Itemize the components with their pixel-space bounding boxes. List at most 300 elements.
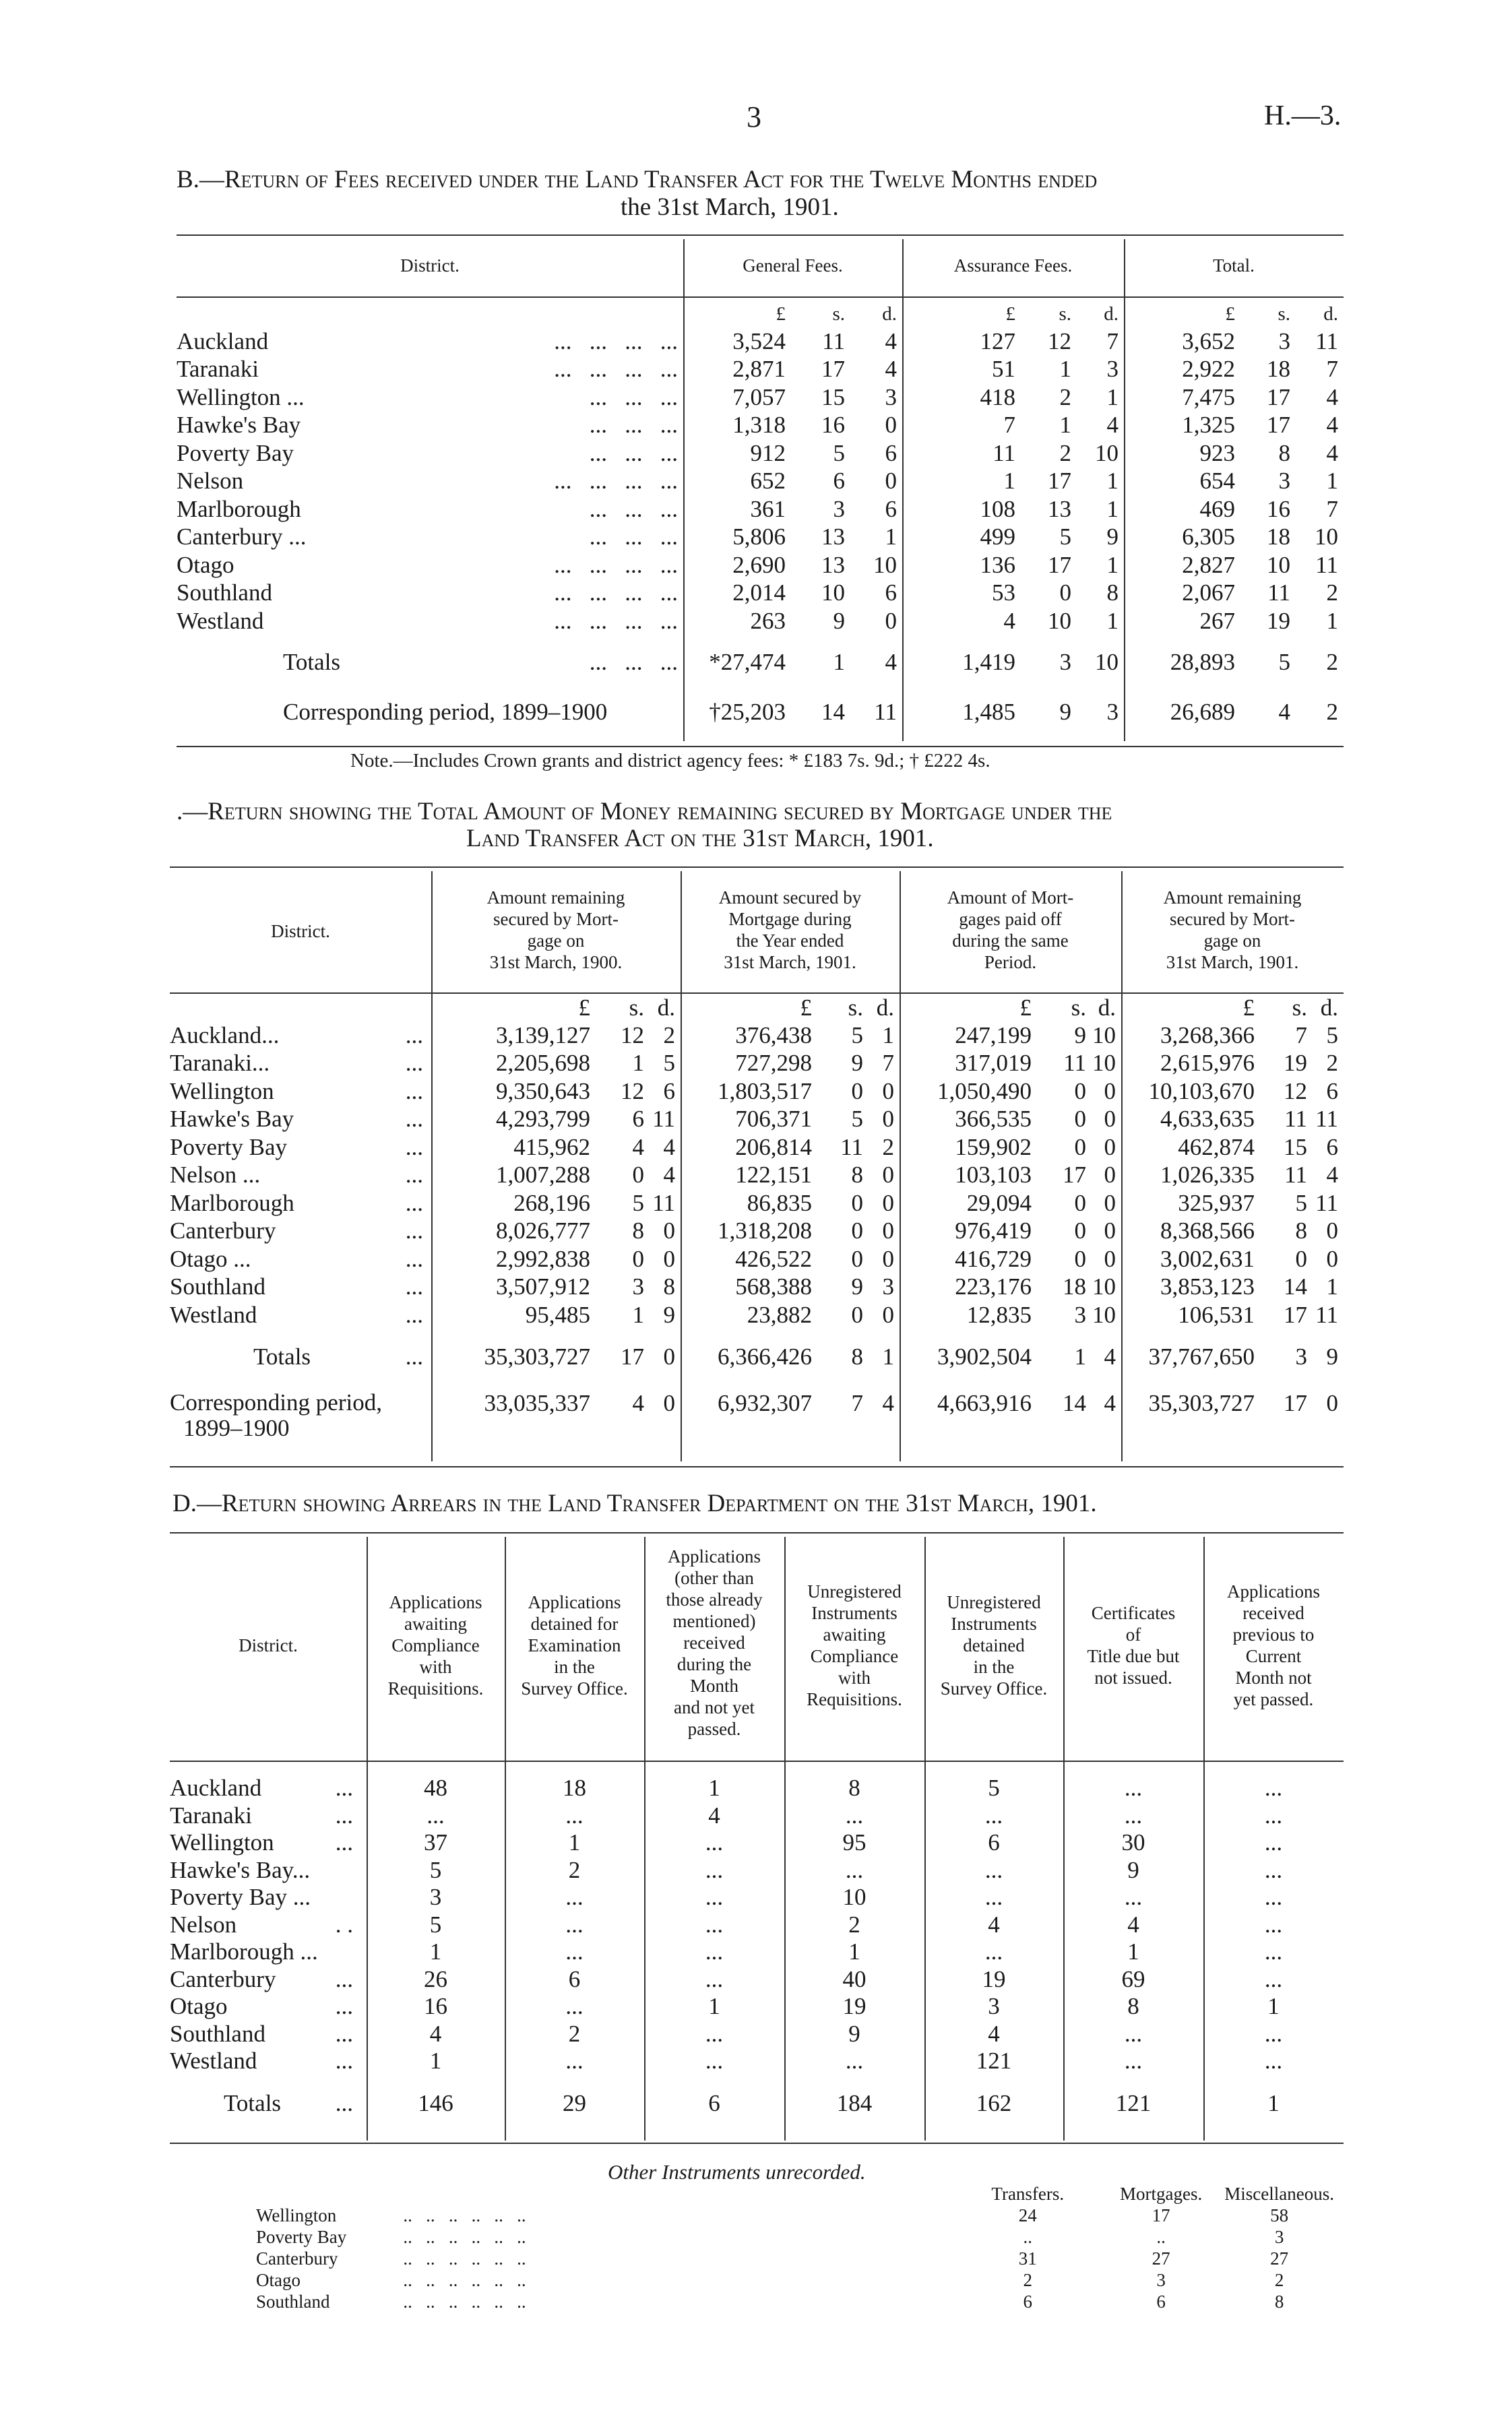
- col4-pounds: 325,937: [1178, 1189, 1255, 1216]
- header-line: gage on: [527, 930, 585, 951]
- col4-pence: 2: [1326, 1050, 1338, 1077]
- col1-value: 37: [424, 1829, 447, 1856]
- assurance-pence: 1: [1106, 383, 1119, 410]
- leader-dots: ...: [335, 1775, 353, 1802]
- table-c-header-col3: [900, 887, 1121, 973]
- district-cell: [170, 1802, 367, 1830]
- col4-pounds: 3,002,631: [1160, 1245, 1255, 1272]
- header-row: [256, 2183, 1334, 2205]
- table-row: [170, 1077, 1344, 1106]
- corresponding-label: Corresponding period, 1899–1900: [283, 698, 608, 725]
- header-line: Instruments: [811, 1603, 897, 1623]
- district-cell: [170, 1218, 431, 1246]
- col3-pence: 10: [1092, 1301, 1116, 1328]
- general-pence: 6: [885, 579, 897, 606]
- total-pence: 11: [1315, 551, 1338, 578]
- col3-shillings: 18: [1063, 1273, 1086, 1300]
- col2-pence: 0: [882, 1077, 894, 1104]
- header-line: detained for: [530, 1614, 619, 1634]
- leader-dots: ...: [405, 1273, 423, 1300]
- total-shillings: 3: [1278, 327, 1290, 354]
- col5-value: ...: [984, 1856, 1003, 1883]
- header-line: awaiting: [404, 1614, 467, 1634]
- table-b-header-rule: [177, 296, 1344, 298]
- district-name: Southland: [170, 1273, 265, 1300]
- table-row: [177, 524, 1344, 552]
- col3-pounds: 223,176: [955, 1273, 1032, 1300]
- table-c-header-col1: [431, 887, 681, 973]
- col4-pounds: 35,303,727: [1148, 1389, 1255, 1416]
- assurance-pence: 1: [1106, 551, 1119, 578]
- col3-shillings: 17: [1063, 1162, 1086, 1189]
- table-row: [177, 356, 1344, 384]
- col6-value: ...: [1124, 1775, 1143, 1802]
- general-pence: 6: [885, 439, 897, 466]
- table-b: [177, 301, 1344, 735]
- leader-dots: ...: [335, 1829, 353, 1856]
- header-line: Instruments: [951, 1614, 1037, 1634]
- col4-value: ...: [845, 1856, 864, 1883]
- col2-pounds: 426,522: [735, 1245, 812, 1272]
- col5-value: 19: [982, 1965, 1006, 1992]
- total-pounds: 923: [1199, 439, 1235, 466]
- district-name: Canterbury: [170, 1218, 276, 1244]
- table-d-header-rule: [170, 1761, 1344, 1762]
- total-shillings: 3: [1278, 468, 1290, 495]
- general-pence: 4: [885, 356, 897, 383]
- table-row: [170, 2021, 1344, 2048]
- unit-label: £: [776, 303, 786, 325]
- header-line: Mortgage during: [728, 909, 852, 929]
- col1-shillings: 1: [632, 1301, 644, 1328]
- table-b-bottom-rule: [177, 746, 1344, 747]
- district-name: Poverty Bay ...: [170, 1884, 311, 1911]
- district-name: Wellington: [170, 1077, 274, 1104]
- district-name: Canterbury ...: [177, 524, 307, 550]
- district-cell: [177, 551, 683, 579]
- corresponding-label: Corresponding period,: [170, 1389, 382, 1416]
- district-name: Otago: [177, 551, 234, 578]
- assurance-pence: 1: [1106, 607, 1119, 634]
- header-line: Amount secured by: [718, 887, 862, 908]
- district-cell: [170, 1077, 431, 1106]
- col4-shillings: 11: [1284, 1106, 1307, 1133]
- district-name: Marlborough ...: [170, 1938, 318, 1965]
- col3-pence: 0: [1104, 1162, 1116, 1189]
- col3-pounds: 3,902,504: [937, 1343, 1032, 1370]
- unit-label: £: [1005, 303, 1015, 325]
- other-instruments-title: Other Instruments unrecorded.: [608, 2160, 866, 2184]
- col3-shillings: 0: [1074, 1245, 1086, 1272]
- table-row: [170, 1775, 1344, 1802]
- header-line: and not yet: [674, 1697, 755, 1717]
- table-d-header-col6: [1063, 1602, 1203, 1688]
- col1-shillings: 0: [632, 1162, 644, 1189]
- col2-pounds: 1,318,208: [718, 1218, 812, 1244]
- other-value-2: ..: [1156, 2226, 1166, 2247]
- unit-label: s.: [1292, 994, 1307, 1021]
- col3-value: ...: [705, 1856, 724, 1883]
- col1-pence: 5: [663, 1050, 675, 1077]
- leader-dots: ...: [405, 1301, 423, 1328]
- col3-pence: 10: [1092, 1273, 1116, 1300]
- col4-pence: 11: [1315, 1301, 1338, 1328]
- total-shillings: 5: [1278, 648, 1290, 675]
- document-reference: H.—3.: [1264, 100, 1342, 131]
- col3-pounds: 366,535: [955, 1106, 1032, 1133]
- leader-dots: ...: [405, 1218, 423, 1244]
- assurance-shillings: 1: [1059, 412, 1071, 439]
- header-line: Applications: [1227, 1581, 1320, 1602]
- col2-pounds: 568,388: [735, 1273, 812, 1300]
- table-row: [170, 1162, 1344, 1190]
- col1-pounds: 95,485: [525, 1301, 590, 1328]
- leader-dots: ...: [335, 1993, 353, 2020]
- col3-pence: 0: [1104, 1245, 1116, 1272]
- unit-label: £: [1225, 303, 1235, 325]
- header-line: the Year ended: [736, 930, 844, 951]
- other-instruments-table: [256, 2183, 1334, 2312]
- district-name: Southland: [256, 2291, 330, 2312]
- unit-label: d.: [1320, 994, 1338, 1021]
- unit-label: £: [1242, 994, 1255, 1021]
- col1-pence: 8: [663, 1273, 675, 1300]
- district-cell: [170, 1829, 367, 1857]
- header-line: detained: [963, 1635, 1025, 1655]
- unit-label: d.: [1323, 303, 1338, 325]
- district-name: Marlborough: [177, 495, 301, 522]
- col1-shillings: 5: [632, 1189, 644, 1216]
- col4-shillings: 7: [1295, 1021, 1307, 1048]
- other-value-2: 3: [1156, 2269, 1166, 2290]
- assurance-shillings: 17: [1048, 468, 1071, 495]
- table-b-title-line1: Return of Fees received under the Land Transfer Act for the Twelve Months ended: [224, 166, 1098, 193]
- table-row: [170, 1966, 1344, 1994]
- col2-pence: 1: [882, 1021, 894, 1048]
- header-line: Current: [1245, 1646, 1302, 1666]
- table-b-header-general: General Fees.: [743, 255, 843, 276]
- total-shillings: 16: [1267, 495, 1290, 522]
- corresponding-row: [170, 1385, 1344, 1441]
- table-row: [170, 1911, 1344, 1939]
- table-c-title: [177, 797, 1112, 826]
- col1-value: 5: [429, 1856, 442, 1883]
- col7-value: ...: [1264, 2020, 1283, 2047]
- table-c-bottom-rule: [170, 1466, 1344, 1467]
- total-pence: 7: [1326, 356, 1338, 383]
- header-line: Period.: [984, 952, 1037, 972]
- table-row: [170, 1802, 1344, 1830]
- col2-shillings: 9: [851, 1050, 863, 1077]
- assurance-shillings: 1: [1059, 356, 1071, 383]
- total-pounds: 26,689: [1170, 698, 1235, 725]
- table-row: [256, 2205, 1334, 2226]
- general-pence: 0: [885, 468, 897, 495]
- total-pence: 4: [1326, 383, 1338, 410]
- col4-value: 2: [848, 1911, 860, 1938]
- col4-value: ...: [845, 1802, 864, 1829]
- col4-shillings: 8: [1295, 1218, 1307, 1244]
- general-pence: 10: [873, 551, 897, 578]
- assurance-shillings: 12: [1048, 327, 1071, 354]
- col2-pounds: 23,882: [747, 1301, 812, 1328]
- table-row: [170, 1884, 1344, 1911]
- leader-dots: ...: [405, 1189, 423, 1216]
- col3-pounds: 12,835: [966, 1301, 1032, 1328]
- district-cell: [170, 1273, 431, 1302]
- col5-value: 4: [988, 2020, 1000, 2047]
- col5-value: 4: [988, 1911, 1000, 1938]
- total-shillings: 8: [1278, 439, 1290, 466]
- col1-shillings: 4: [632, 1133, 644, 1160]
- assurance-pence: 3: [1106, 698, 1119, 725]
- leader-dots: ...: [405, 1021, 423, 1048]
- col3-value: ...: [705, 1884, 724, 1911]
- col3-shillings: 0: [1074, 1077, 1086, 1104]
- unit-label: d.: [882, 303, 897, 325]
- table-d-header-col7: [1203, 1581, 1344, 1710]
- header-line: secured by Mort-: [1170, 909, 1295, 929]
- total-pounds: 654: [1199, 468, 1235, 495]
- general-pounds: 652: [750, 468, 786, 495]
- col1-pounds: 33,035,337: [484, 1389, 590, 1416]
- table-row: [170, 1133, 1344, 1162]
- col3-value: 4: [708, 1802, 720, 1829]
- other-value-1: 24: [1018, 2205, 1037, 2225]
- district-cell: [177, 495, 683, 524]
- district-name: Nelson: [170, 1911, 237, 1938]
- district-cell: [177, 607, 683, 635]
- blank: [389, 2183, 957, 2205]
- col2-pence: 0: [882, 1301, 894, 1328]
- table-row: [170, 1189, 1344, 1218]
- table-b-title: [177, 165, 1097, 194]
- col1-value: 48: [424, 1775, 447, 1802]
- header-line: Amount remaining: [486, 887, 625, 908]
- unit-label: d.: [876, 994, 894, 1021]
- col6-value: ...: [1124, 1884, 1143, 1911]
- header-line: in the: [554, 1657, 595, 1677]
- table-row: [256, 2269, 1334, 2291]
- district-cell: [177, 327, 683, 356]
- col4-pence: 5: [1326, 1021, 1338, 1048]
- col4-shillings: 17: [1284, 1389, 1307, 1416]
- table-b-title-prefix: B.—: [177, 166, 224, 193]
- district-cell: [170, 1966, 367, 1994]
- col2-pounds: 706,371: [735, 1106, 812, 1133]
- assurance-pence: 3: [1106, 356, 1119, 383]
- col4-pence: 6: [1326, 1077, 1338, 1104]
- assurance-pounds: 51: [992, 356, 1015, 383]
- col1-pounds: 3,507,912: [496, 1273, 590, 1300]
- table-b-header-total: Total.: [1213, 255, 1255, 276]
- leader-dots: ...: [405, 1050, 423, 1077]
- leader-dots: ...: [335, 1965, 353, 1992]
- general-pounds: 2,014: [732, 579, 786, 606]
- table-c-title-line1: Return showing the Total Amount of Money remaining secured by Mortgage under the: [208, 798, 1112, 825]
- col2-shillings: 5: [851, 1106, 863, 1133]
- col2-shillings: 0: [851, 1077, 863, 1104]
- col2-pence: 0: [882, 1218, 894, 1244]
- table-d-header-col1: [367, 1591, 505, 1699]
- general-pounds: 361: [750, 495, 786, 522]
- col3-pounds: 416,729: [955, 1245, 1032, 1272]
- district-name: Auckland...: [170, 1021, 280, 1048]
- col5-value: ...: [984, 1938, 1003, 1965]
- general-pounds: 263: [750, 607, 786, 634]
- col3-value: ...: [705, 2048, 724, 2075]
- col3-shillings: 0: [1074, 1218, 1086, 1244]
- col5-value: 6: [988, 1829, 1000, 1856]
- col1-shillings: 4: [632, 1389, 644, 1416]
- district-cell: [177, 439, 683, 468]
- col2-shillings: 7: [851, 1389, 863, 1416]
- total-pence: 2: [1326, 648, 1338, 675]
- col4-pence: 0: [1326, 1218, 1338, 1244]
- total-pence: 2: [1326, 698, 1338, 725]
- table-d-title: [172, 1489, 1097, 1518]
- general-pounds: 7,057: [732, 383, 786, 410]
- table-row: [177, 607, 1344, 635]
- table-b-title-line2: the 31st March, 1901.: [621, 193, 839, 221]
- total-pence: 2: [1326, 579, 1338, 606]
- total-pence: 11: [1315, 327, 1338, 354]
- header-line: of: [1125, 1624, 1141, 1645]
- total-shillings: 10: [1267, 551, 1290, 578]
- col2-shillings: 0: [851, 1189, 863, 1216]
- header-line: with: [838, 1668, 871, 1688]
- header-line: 31st March, 1900.: [489, 952, 623, 972]
- other-header-1: Transfers.: [991, 2183, 1065, 2204]
- total-pence: 1: [1326, 607, 1338, 634]
- assurance-shillings: 2: [1059, 383, 1071, 410]
- assurance-pence: 8: [1106, 579, 1119, 606]
- col3-pence: 0: [1104, 1077, 1116, 1104]
- general-shillings: 16: [821, 412, 845, 439]
- total-shillings: 19: [1267, 607, 1290, 634]
- district-name: Hawke's Bay: [177, 412, 301, 439]
- assurance-shillings: 0: [1059, 579, 1071, 606]
- assurance-pounds: 127: [980, 327, 1015, 354]
- col2-value: 1: [568, 1829, 581, 1856]
- leader-dots: ... ... ... ...: [554, 551, 678, 578]
- table-d-header-col4: [784, 1581, 924, 1710]
- col2-value: ...: [565, 1884, 584, 1911]
- col4-pounds: 3,853,123: [1160, 1273, 1255, 1300]
- assurance-pence: 10: [1095, 439, 1119, 466]
- col2-pounds: 6,366,426: [718, 1343, 812, 1370]
- col1-shillings: 17: [621, 1343, 644, 1370]
- leader-dots: ... ... ... ...: [554, 579, 678, 606]
- col3-pounds: 976,419: [955, 1218, 1032, 1244]
- col2-pounds: 86,835: [747, 1189, 812, 1216]
- col3-pence: 10: [1092, 1021, 1116, 1048]
- table-row: [256, 2248, 1334, 2269]
- assurance-shillings: 2: [1059, 439, 1071, 466]
- header-line: during the: [676, 1654, 752, 1674]
- leader-dots: . .: [335, 1911, 353, 1938]
- leader-dots: .. .. .. .. .. ..: [403, 2226, 526, 2247]
- district-name: Taranaki: [177, 356, 259, 383]
- general-pence: 11: [874, 698, 897, 725]
- total-shillings: 17: [1267, 383, 1290, 410]
- district-cell: [170, 2021, 367, 2048]
- unit-label: s.: [1059, 303, 1071, 325]
- district-name: Poverty Bay: [256, 2226, 347, 2247]
- general-shillings: 13: [821, 551, 845, 578]
- other-header-3: Miscellaneous.: [1224, 2183, 1334, 2204]
- col1-pounds: 4,293,799: [496, 1106, 590, 1133]
- leader-dots: ...: [405, 1133, 423, 1160]
- col2-pence: 2: [882, 1133, 894, 1160]
- corresponding-row: [177, 689, 1344, 735]
- general-pence: 0: [885, 607, 897, 634]
- assurance-pounds: 1: [1003, 468, 1015, 495]
- table-c-title-prefix: .—: [177, 798, 208, 825]
- blank: [177, 301, 683, 327]
- total-pence: 4: [1326, 439, 1338, 466]
- col6-value: 9: [1127, 1856, 1139, 1883]
- table-d: [170, 1775, 1344, 2132]
- general-pence: 6: [885, 495, 897, 522]
- col3-pounds: 103,103: [955, 1162, 1032, 1189]
- table-row: [170, 1301, 1344, 1329]
- col2-pounds: 1,803,517: [718, 1077, 812, 1104]
- total-pounds: 2,067: [1182, 579, 1235, 606]
- col3-shillings: 11: [1063, 1050, 1086, 1077]
- total-pounds: 469: [1199, 495, 1235, 522]
- col7-value: ...: [1264, 1775, 1283, 1802]
- district-cell: [170, 2048, 367, 2075]
- col3-pence: 0: [1104, 1218, 1116, 1244]
- totals-row: [177, 635, 1344, 689]
- col7-value: ...: [1264, 1965, 1283, 1992]
- district-name: Southland: [177, 579, 272, 606]
- header-line: Applications: [668, 1546, 761, 1567]
- table-d-title-prefix: D.—: [172, 1490, 222, 1517]
- unit-label: £: [578, 994, 590, 1021]
- unit-label: d.: [657, 994, 675, 1021]
- col2-shillings: 8: [851, 1343, 863, 1370]
- district-name: Wellington: [256, 2205, 337, 2225]
- col5-value: 3: [988, 1993, 1000, 2020]
- assurance-pence: 1: [1106, 495, 1119, 522]
- col1-shillings: 1: [632, 1050, 644, 1077]
- col6-value: ...: [1124, 2020, 1143, 2047]
- col2-value: 18: [563, 1775, 586, 1802]
- district-name: Poverty Bay: [177, 439, 294, 466]
- other-value-2: 17: [1152, 2205, 1170, 2225]
- general-pence: 3: [885, 383, 897, 410]
- col3-pounds: 4,663,916: [937, 1389, 1032, 1416]
- assurance-pounds: 418: [980, 383, 1015, 410]
- table-row: [170, 1218, 1344, 1246]
- table-d-header-col2: [505, 1591, 644, 1699]
- table-c-header-col4: [1121, 887, 1344, 973]
- col3-value: ...: [705, 1965, 724, 1992]
- col7-value: ...: [1264, 1884, 1283, 1911]
- totals-label-cell: [177, 635, 683, 689]
- district-cell: [170, 1162, 431, 1190]
- col4-pounds: 106,531: [1178, 1301, 1255, 1328]
- district-cell: [170, 1301, 431, 1329]
- table-row: [170, 1857, 1344, 1885]
- district-name: Auckland: [170, 1775, 262, 1802]
- table-d-top-rule: [170, 1532, 1344, 1533]
- total-shillings: 18: [1267, 524, 1290, 550]
- col5-value: 121: [976, 2048, 1012, 2075]
- table-d-header-col3: [644, 1546, 784, 1740]
